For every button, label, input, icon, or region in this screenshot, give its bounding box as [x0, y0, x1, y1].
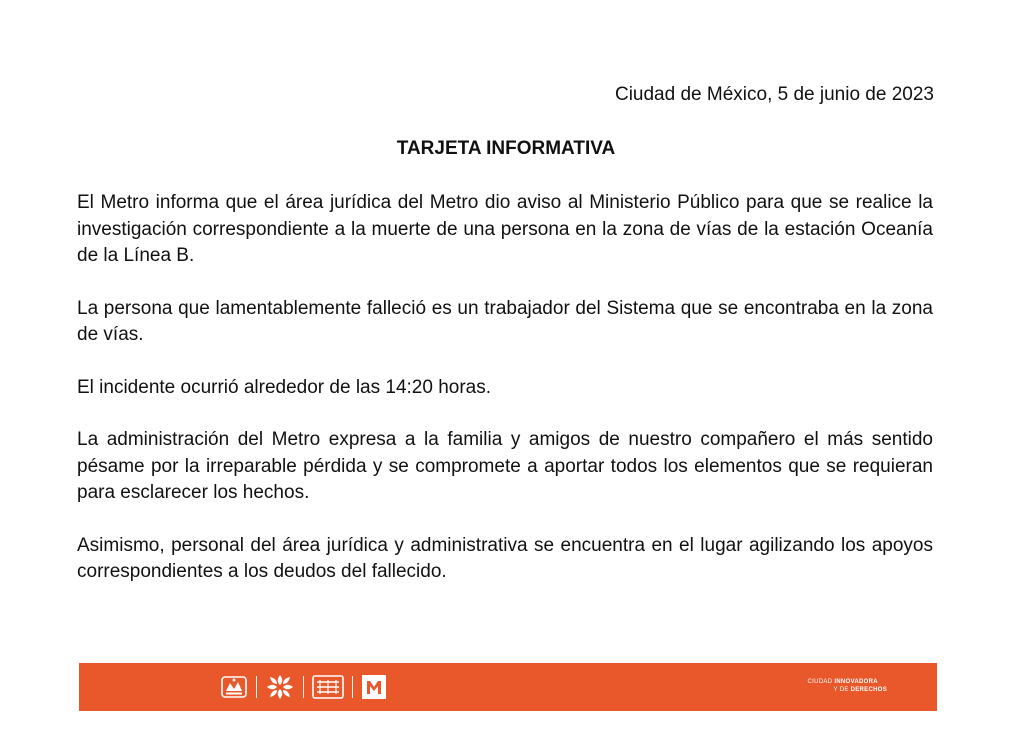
slogan-line-2: Y DE DERECHOS [833, 687, 887, 693]
slogan-line-1: CIUDAD INNOVADORA [807, 679, 878, 685]
logo-divider [303, 676, 304, 698]
paragraph-4: La administración del Metro expresa a la familia y amigos de nuestro compañero el más sentido pésame por la irreparable pérdida y se compromete a aportar todos los elementos que se requieran para esclarecer los hechos. [77, 429, 933, 503]
paragraph-3: El incidente ocurrió alrededor de las 14:20 horas. [77, 376, 492, 398]
date-line: Ciudad de México, 5 de junio de 2023 [614, 84, 934, 105]
logo-divider [352, 676, 353, 698]
cdmx-slogan [808, 678, 887, 694]
metro-logo-icon [361, 674, 387, 700]
document-body [77, 190, 933, 612]
ciudad-logo-icon [312, 674, 344, 700]
paragraph-5: Asimismo, personal del área jurídica y administrativa se encuentra en el lugar agilizando los apoyos correspondientes a los deudos del fallecido. [77, 534, 933, 582]
paragraph-1: El Metro informa que el área jurídica del Metro dio aviso al Ministerio Público para que se realice la investigación correspondiente a la muerte de una persona en la zona de vías de la estación Oceanía de la Línea B. [77, 192, 933, 266]
logo-divider [256, 676, 257, 698]
footer-logos [220, 673, 387, 701]
cdmx-logo-icon [265, 673, 295, 701]
paragraph-2: La persona que lamentablemente falleció es un trabajador del Sistema que se encontraba en la zona de vías. [77, 297, 933, 345]
government-seal-icon [220, 674, 248, 700]
document-title: TARJETA INFORMATIVA [396, 138, 616, 159]
footer-banner [79, 663, 937, 711]
